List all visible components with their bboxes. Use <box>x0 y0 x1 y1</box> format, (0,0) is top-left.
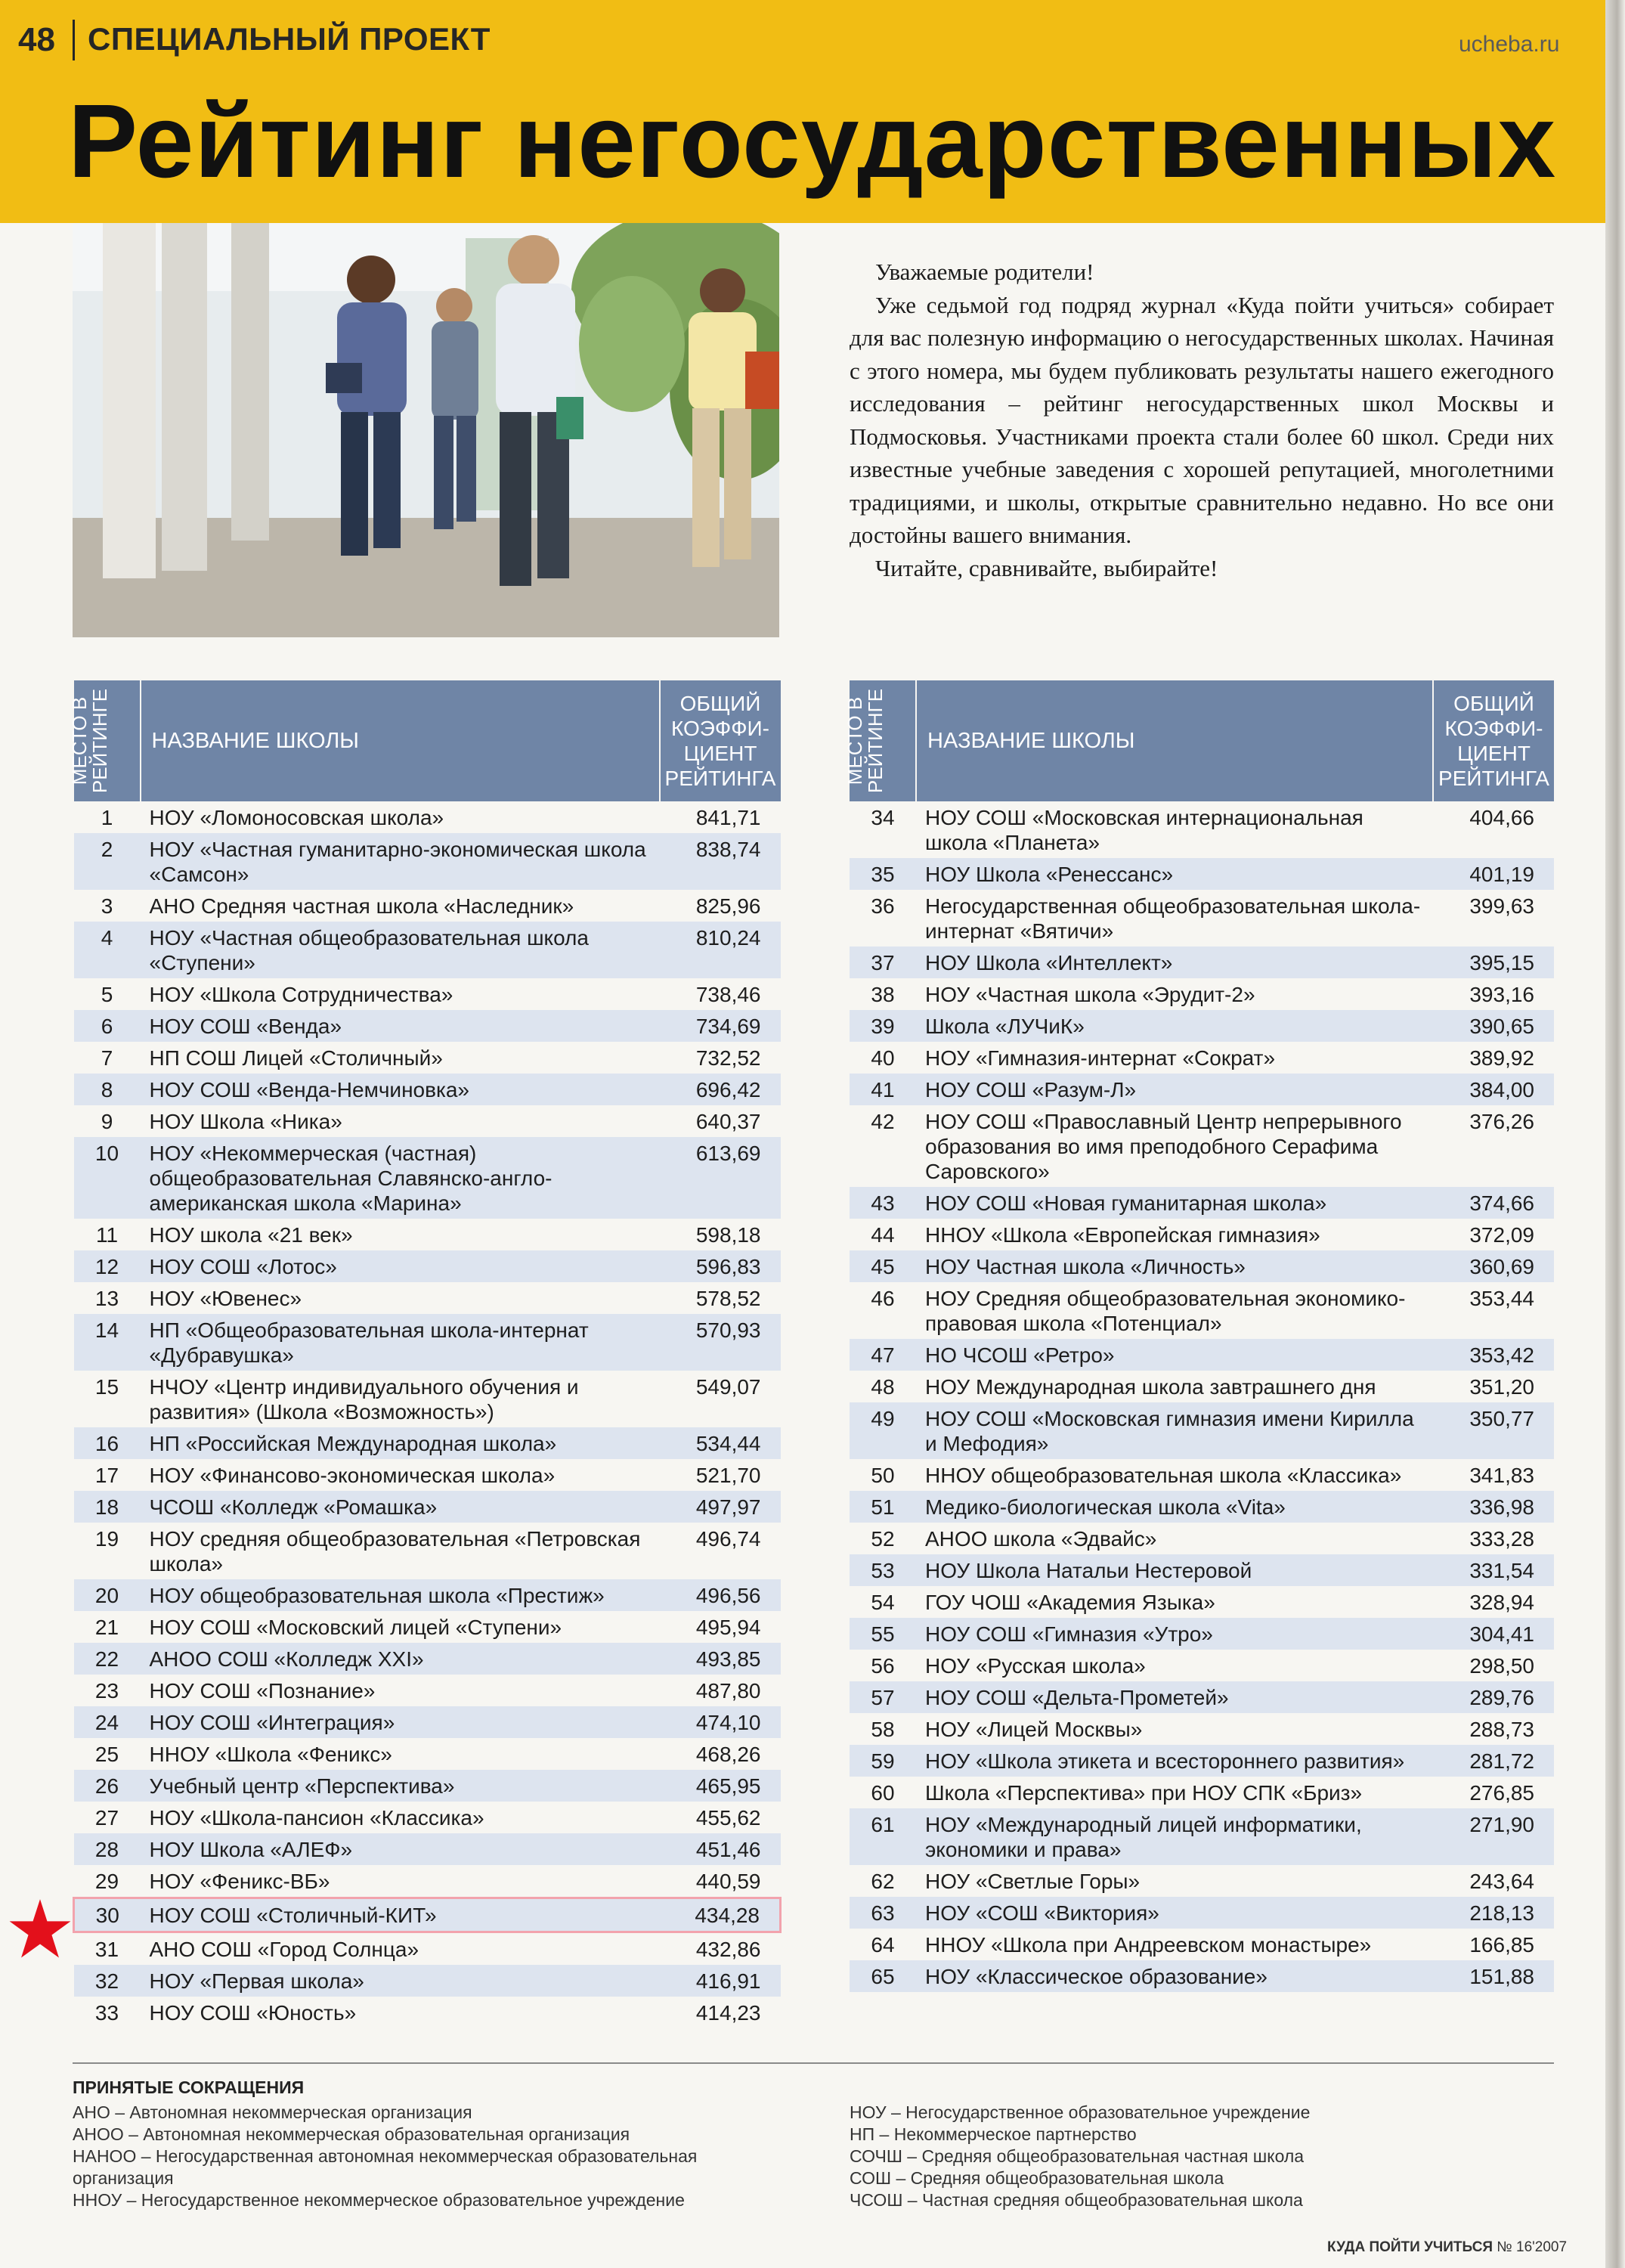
table-row <box>850 1523 1554 1554</box>
school-name-cell: НОУ Школа «Интеллект» <box>916 947 1433 978</box>
school-name-cell: НОУ «Школа этикета и всестороннего развития» <box>916 1745 1433 1777</box>
score-cell: 534,44 <box>660 1427 781 1459</box>
table-row <box>74 1523 781 1579</box>
score-cell: 328,94 <box>1469 1591 1534 1614</box>
table-row <box>74 1137 781 1219</box>
table-row <box>850 1650 1554 1681</box>
score-cell: 289,76 <box>1433 1681 1554 1713</box>
rank-cell: 37 <box>850 947 916 978</box>
table-row <box>850 1402 1554 1459</box>
rank-cell: 4 <box>74 922 141 978</box>
rank-cell: 5 <box>101 983 113 1006</box>
table-row <box>850 1105 1554 1187</box>
rank-cell: 8 <box>74 1074 141 1105</box>
school-name-cell: НОУ Средняя общеобразовательная экономико-правовая школа «Потенциал» <box>925 1287 1406 1335</box>
rank-cell: 61 <box>850 1808 916 1865</box>
table-row <box>850 947 1554 978</box>
site-label: ucheba.ru <box>1459 32 1560 57</box>
school-name-cell: НОУ СОШ «Православный Центр непрерывного образования во имя преподобного Серафима Саровского» <box>925 1110 1402 1183</box>
rank-cell: 42 <box>871 1110 895 1133</box>
score-cell: 389,92 <box>1469 1046 1534 1070</box>
red-star-icon <box>8 1899 73 1961</box>
score-cell: 613,69 <box>660 1137 781 1219</box>
school-name-cell: НОУ СОШ «Интеграция» <box>141 1706 660 1738</box>
abbreviations-left <box>73 2102 775 2211</box>
score-cell: 401,19 <box>1433 858 1554 890</box>
school-name-cell: НОУ школа «21 век» <box>149 1223 353 1247</box>
score-cell: 434,28 <box>660 1898 781 1932</box>
rank-cell: 9 <box>101 1110 113 1133</box>
score-cell: 372,09 <box>1469 1223 1534 1247</box>
rank-cell: 14 <box>74 1314 141 1371</box>
rank-cell: 25 <box>94 1743 119 1766</box>
score-cell: 376,26 <box>1469 1110 1534 1133</box>
score-cell: 281,72 <box>1433 1745 1554 1777</box>
rank-cell: 47 <box>850 1339 916 1371</box>
magazine-name: КУДА ПОЙТИ УЧИТЬСЯ <box>1327 2239 1493 2255</box>
table-row <box>74 1675 781 1706</box>
table-row <box>74 1965 781 1997</box>
table-row <box>850 1042 1554 1074</box>
table-row <box>74 1932 781 1966</box>
score-cell: 384,00 <box>1433 1074 1554 1105</box>
rank-cell: 23 <box>94 1679 119 1703</box>
intro-body: Уже седьмой год подряд журнал «Куда пойти учиться» собирает для вас полезную информацию о негосударственных школах. Начиная с этого номера, мы будем публиковать результаты нашего ежегодного исследования – рейтинг негосударственных школ Москвы и Подмосковья. Участниками проекта стали более 60 школ. Среди них известные учебные заведения с хорошей репутацией, многолетними традициями, и школы, открытые сравнительно недавно. Но все они достойны вашего внимания. <box>850 291 1554 548</box>
rank-cell: 49 <box>850 1402 916 1459</box>
abbreviations-right <box>850 2102 1552 2211</box>
rank-cell: 44 <box>871 1223 895 1247</box>
ranking-table-right <box>843 680 1554 1992</box>
score-cell: 496,56 <box>660 1579 781 1611</box>
score-cell: 276,85 <box>1469 1781 1534 1805</box>
students-photo-illustration <box>73 223 779 637</box>
school-name-cell: НОУ Школа «Ренессанс» <box>916 858 1433 890</box>
score-cell: 455,62 <box>695 1806 761 1830</box>
page-edge <box>1605 0 1625 2268</box>
school-name-cell: НОУ «Русская школа» <box>925 1654 1146 1678</box>
school-name-cell: АНО СОШ «Город Солнца» <box>149 1938 419 1961</box>
rank-cell: 56 <box>871 1654 895 1678</box>
school-name-cell: НОУ СОШ «Познание» <box>149 1679 376 1703</box>
rank-cell: 41 <box>850 1074 916 1105</box>
table-row <box>74 1074 781 1105</box>
rank-cell: 54 <box>871 1591 895 1614</box>
name-column-header: НАЗВАНИЕ ШКОЛЫ <box>916 680 1433 801</box>
rank-cell: 59 <box>850 1745 916 1777</box>
table-row <box>850 978 1554 1010</box>
table-row <box>74 1738 781 1770</box>
abbreviation-item: АНОО – Автономная некоммерческая образовательная организация <box>73 2124 630 2144</box>
score-cell: 596,83 <box>660 1250 781 1282</box>
abbreviation-item: СОШ – Средняя общеобразовательная школа <box>850 2168 1224 2188</box>
rank-cell: 1 <box>101 806 113 829</box>
table-row <box>74 1833 781 1865</box>
score-cell: 399,63 <box>1469 894 1534 918</box>
rank-cell: 6 <box>74 1010 141 1042</box>
score-cell: 288,73 <box>1469 1718 1534 1741</box>
school-name-cell: НОУ СОШ «Московская интернациональная школа «Планета» <box>925 806 1363 854</box>
score-cell: 432,86 <box>695 1938 761 1961</box>
rank-cell: 43 <box>850 1187 916 1219</box>
school-name-cell: НЧОУ «Центр индивидуального обучения и развития» (Школа «Возможность») <box>149 1375 579 1424</box>
score-cell: 696,42 <box>660 1074 781 1105</box>
rank-cell: 7 <box>101 1046 113 1070</box>
table-row <box>74 922 781 978</box>
table-row <box>850 1681 1554 1713</box>
rank-cell: 16 <box>74 1427 141 1459</box>
score-cell: 738,46 <box>695 983 761 1006</box>
rank-cell: 57 <box>850 1681 916 1713</box>
table-row <box>850 1554 1554 1586</box>
school-name-cell: НОУ «Светлые Горы» <box>925 1870 1141 1893</box>
school-name-cell: НОУ СОШ «Дельта-Прометей» <box>916 1681 1433 1713</box>
rank-cell: 62 <box>871 1870 895 1893</box>
rank-cell: 21 <box>94 1616 119 1639</box>
table-row <box>74 1427 781 1459</box>
score-cell: 304,41 <box>1433 1618 1554 1650</box>
table-row <box>850 1074 1554 1105</box>
rank-cell: 24 <box>74 1706 141 1738</box>
table-row <box>74 1865 781 1898</box>
table-row <box>74 1643 781 1675</box>
score-cell: 487,80 <box>695 1679 761 1703</box>
footer-rule <box>73 2062 1554 2064</box>
table-row <box>850 1250 1554 1282</box>
table-row <box>74 1250 781 1282</box>
rank-cell: 13 <box>94 1287 119 1310</box>
score-cell: 598,18 <box>695 1223 761 1247</box>
school-name-cell: НОУ «Частная общеобразовательная школа «Ступени» <box>141 922 660 978</box>
table-row <box>74 1898 781 1932</box>
score-cell: 734,69 <box>660 1010 781 1042</box>
students-photo <box>73 223 779 637</box>
rank-cell: 51 <box>850 1491 916 1523</box>
rank-cell: 46 <box>871 1287 895 1310</box>
school-name-cell: АНОО школа «Эдвайс» <box>925 1527 1157 1551</box>
school-name-cell: НОУ Школа Натальи Нестеровой <box>916 1554 1433 1586</box>
rank-cell: 65 <box>850 1960 916 1992</box>
school-name-cell: НО ЧСОШ «Ретро» <box>916 1339 1433 1371</box>
school-name-cell: НОУ СОШ «Юность» <box>149 2001 357 2025</box>
headline: Рейтинг негосударственных <box>68 83 1557 200</box>
rank-cell: 22 <box>74 1643 141 1675</box>
score-cell: 732,52 <box>695 1046 761 1070</box>
school-name-cell: НОУ общеобразовательная школа «Престиж» <box>141 1579 660 1611</box>
intro-call-to-action: Читайте, сравнивайте, выбирайте! <box>875 554 1218 581</box>
school-name-cell: Учебный центр «Перспектива» <box>141 1770 660 1802</box>
table-row <box>74 801 781 833</box>
rank-cell: 34 <box>871 806 895 829</box>
score-cell: 465,95 <box>660 1770 781 1802</box>
table-row <box>850 1618 1554 1650</box>
school-name-cell: АНОО СОШ «Колледж XXI» <box>141 1643 660 1675</box>
school-name-cell: НОУ СОШ «Московский лицей «Ступени» <box>149 1616 562 1639</box>
table-row <box>74 1459 781 1491</box>
school-name-cell: НОУ Школа «АЛЕФ» <box>141 1833 660 1865</box>
rank-cell: 10 <box>74 1137 141 1219</box>
table-row <box>74 1611 781 1643</box>
school-name-cell: АНО Средняя частная школа «Наследник» <box>149 894 574 918</box>
table-row <box>74 1997 781 2028</box>
school-name-cell: НОУ СОШ «Гимназия «Утро» <box>916 1618 1433 1650</box>
rank-cell: 39 <box>850 1010 916 1042</box>
school-name-cell: ННОУ общеобразовательная школа «Классика» <box>925 1464 1402 1487</box>
school-name-cell: НОУ «Лицей Москвы» <box>925 1718 1143 1741</box>
table-row <box>74 1706 781 1738</box>
school-name-cell: НОУ СОШ «Разум-Л» <box>916 1074 1433 1105</box>
table-row <box>850 1897 1554 1929</box>
school-name-cell: НОУ «Первая школа» <box>141 1965 660 1997</box>
rank-cell: 36 <box>871 894 895 918</box>
school-name-cell: ЧСОШ «Колледж «Ромашка» <box>141 1491 660 1523</box>
table-row <box>850 1371 1554 1402</box>
score-cell: 151,88 <box>1433 1960 1554 1992</box>
score-cell: 416,91 <box>660 1965 781 1997</box>
rank-cell: 32 <box>74 1965 141 1997</box>
rank-cell: 45 <box>850 1250 916 1282</box>
score-cell: 271,90 <box>1433 1808 1554 1865</box>
rank-cell: 11 <box>95 1223 119 1247</box>
score-cell: 331,54 <box>1433 1554 1554 1586</box>
rank-cell: 48 <box>871 1375 895 1399</box>
rank-cell: 27 <box>94 1806 119 1830</box>
school-name-cell: НП «Общеобразовательная школа-интернат «Дубравушка» <box>141 1314 660 1371</box>
table-row <box>850 1808 1554 1865</box>
score-cell: 414,23 <box>695 2001 761 2025</box>
school-name-cell: НОУ Школа «Ника» <box>149 1110 342 1133</box>
table-row <box>850 801 1554 858</box>
score-cell: 497,97 <box>660 1491 781 1523</box>
school-name-cell: НОУ «Школа-пансион «Классика» <box>149 1806 484 1830</box>
rank-cell: 15 <box>94 1375 119 1399</box>
rank-cell: 52 <box>871 1527 895 1551</box>
intro-greeting: Уважаемые родители! <box>875 259 1094 285</box>
table-row <box>850 1960 1554 1992</box>
score-cell: 570,93 <box>660 1314 781 1371</box>
rank-column-header: МЕСТО В РЕЙТИНГЕ <box>850 680 916 801</box>
rank-cell: 38 <box>871 983 895 1006</box>
table-row <box>74 1579 781 1611</box>
table-row <box>850 1929 1554 1960</box>
school-name-cell: НОУ «Частная гуманитарно-экономическая школа «Самсон» <box>141 833 660 890</box>
score-cell: 495,94 <box>695 1616 761 1639</box>
table-row <box>74 1314 781 1371</box>
table-row <box>850 890 1554 947</box>
score-cell: 166,85 <box>1469 1933 1534 1957</box>
rank-cell: 18 <box>74 1491 141 1523</box>
score-cell: 493,85 <box>660 1643 781 1675</box>
intro-text <box>850 256 1554 584</box>
table-row <box>74 1491 781 1523</box>
rank-cell: 3 <box>101 894 113 918</box>
school-name-cell: ННОУ «Школа «Феникс» <box>149 1743 392 1766</box>
school-name-cell: НОУ «Международный лицей информатики, экономики и права» <box>916 1808 1433 1865</box>
score-cell: 468,26 <box>695 1743 761 1766</box>
school-name-cell: НОУ СОШ «Венда-Немчиновка» <box>141 1074 660 1105</box>
school-name-cell: Негосударственная общеобразовательная школа-интернат «Вятичи» <box>925 894 1421 943</box>
score-cell: 841,71 <box>695 806 761 829</box>
abbreviations-title: ПРИНЯТЫЕ СОКРАЩЕНИЯ <box>73 2077 305 2097</box>
score-cell: 640,37 <box>695 1110 761 1133</box>
rank-cell: 40 <box>871 1046 895 1070</box>
table-row <box>850 1865 1554 1897</box>
score-cell: 353,44 <box>1469 1287 1534 1310</box>
table-row <box>850 1713 1554 1745</box>
rank-cell: 60 <box>871 1781 895 1805</box>
score-cell: 549,07 <box>695 1375 761 1399</box>
ranking-table-left <box>67 680 782 2028</box>
rank-cell: 20 <box>74 1579 141 1611</box>
school-name-cell: НОУ «Школа Сотрудничества» <box>149 983 453 1006</box>
page-number: 48 <box>18 21 55 58</box>
school-name-cell: Медико-биологическая школа «Vita» <box>916 1491 1433 1523</box>
table-row <box>850 1491 1554 1523</box>
school-name-cell: НОУ «Частная школа «Эрудит-2» <box>925 983 1255 1006</box>
score-cell: 360,69 <box>1433 1250 1554 1282</box>
table-row <box>850 1010 1554 1042</box>
score-cell: 336,98 <box>1433 1491 1554 1523</box>
rank-cell: 17 <box>94 1464 119 1487</box>
table-row <box>74 890 781 922</box>
school-name-cell: НОУ «Некоммерческая (частная) общеобразовательная Славянско-англо-американская школа «Марина» <box>141 1137 660 1219</box>
score-cell: 298,50 <box>1469 1654 1534 1678</box>
table-row <box>74 1802 781 1833</box>
rank-cell: 63 <box>850 1897 916 1929</box>
score-cell: 474,10 <box>660 1706 781 1738</box>
score-cell: 404,66 <box>1469 806 1534 829</box>
score-cell: 578,52 <box>695 1287 761 1310</box>
table-row <box>850 1339 1554 1371</box>
score-cell: 393,16 <box>1469 983 1534 1006</box>
rank-cell: 2 <box>74 833 141 890</box>
rank-cell: 64 <box>871 1933 895 1957</box>
rank-cell: 53 <box>850 1554 916 1586</box>
abbreviation-item: НП – Некоммерческое партнерство <box>850 2124 1137 2144</box>
rank-cell: 33 <box>94 2001 119 2025</box>
school-name-cell: НП СОШ Лицей «Столичный» <box>149 1046 443 1070</box>
table-row <box>74 1282 781 1314</box>
rank-cell: 35 <box>850 858 916 890</box>
table-row <box>850 1459 1554 1491</box>
table-row <box>74 978 781 1010</box>
abbreviation-item: НАНОО – Негосударственная автономная некоммерческая образовательная организация <box>73 2146 698 2188</box>
table-row <box>74 1371 781 1427</box>
score-cell: 825,96 <box>695 894 761 918</box>
school-name-cell: НОУ «Гимназия-интернат «Сократ» <box>925 1046 1276 1070</box>
rank-cell: 19 <box>94 1527 119 1551</box>
table-row <box>850 1586 1554 1618</box>
score-cell: 395,15 <box>1433 947 1554 978</box>
table-row <box>74 1105 781 1137</box>
abbreviation-item: ННОУ – Негосударственное некоммерческое образовательное учреждение <box>73 2190 685 2210</box>
table-row <box>74 833 781 890</box>
rank-cell: 26 <box>74 1770 141 1802</box>
table-header-row <box>850 680 1554 801</box>
rank-cell: 28 <box>74 1833 141 1865</box>
school-name-cell: НОУ СОШ «Лотос» <box>141 1250 660 1282</box>
school-name-cell: НОУ «Феникс-ВБ» <box>149 1870 330 1893</box>
score-column-header: ОБЩИЙ КОЭФФИ- ЦИЕНТ РЕЙТИНГА <box>660 680 781 801</box>
score-cell: 521,70 <box>695 1464 761 1487</box>
school-name-cell: Школа «ЛУЧиК» <box>916 1010 1433 1042</box>
rank-cell: 30 <box>74 1898 141 1932</box>
rank-cell: 31 <box>94 1938 119 1961</box>
score-cell: 350,77 <box>1433 1402 1554 1459</box>
school-name-cell: НОУ СОШ «Новая гуманитарная школа» <box>916 1187 1433 1219</box>
school-name-cell: НОУ «СОШ «Виктория» <box>916 1897 1433 1929</box>
school-name-cell: НОУ СОШ «Венда» <box>141 1010 660 1042</box>
score-cell: 351,20 <box>1469 1375 1534 1399</box>
table-row <box>850 1745 1554 1777</box>
magazine-footer <box>1327 2239 1567 2256</box>
school-name-cell: НОУ средняя общеобразовательная «Петровская школа» <box>149 1527 641 1576</box>
school-name-cell: НОУ «Финансово-экономическая школа» <box>149 1464 556 1487</box>
section-label: СПЕЦИАЛЬНЫЙ ПРОЕКТ <box>88 21 491 57</box>
score-cell: 838,74 <box>660 833 781 890</box>
rank-cell: 50 <box>871 1464 895 1487</box>
header-divider <box>73 20 75 60</box>
rank-cell: 12 <box>74 1250 141 1282</box>
table-row <box>850 1777 1554 1808</box>
table-row <box>850 858 1554 890</box>
score-cell: 243,64 <box>1469 1870 1534 1893</box>
table-row <box>74 1042 781 1074</box>
school-name-cell: НОУ Частная школа «Личность» <box>916 1250 1433 1282</box>
score-cell: 341,83 <box>1469 1464 1534 1487</box>
abbreviation-item: ЧСОШ – Частная средняя общеобразовательная школа <box>850 2190 1303 2210</box>
school-name-cell: ГОУ ЧОШ «Академия Языка» <box>925 1591 1215 1614</box>
score-cell: 390,65 <box>1433 1010 1554 1042</box>
score-cell: 374,66 <box>1433 1187 1554 1219</box>
table-row <box>74 1770 781 1802</box>
score-cell: 810,24 <box>660 922 781 978</box>
score-cell: 440,59 <box>695 1870 761 1893</box>
table-row <box>850 1219 1554 1250</box>
school-name-cell: НОУ СОШ «Московская гимназия имени Кирилла и Мефодия» <box>916 1402 1433 1459</box>
score-cell: 496,74 <box>695 1527 761 1551</box>
school-name-cell: НОУ «Ломоносовская школа» <box>149 806 444 829</box>
school-name-cell: НП «Российская Международная школа» <box>141 1427 660 1459</box>
school-name-cell: НОУ «Классическое образование» <box>916 1960 1433 1992</box>
table-header-row <box>74 680 781 801</box>
abbreviation-item: АНО – Автономная некоммерческая организация <box>73 2102 472 2122</box>
score-cell: 218,13 <box>1433 1897 1554 1929</box>
school-name-cell: НОУ «Ювенес» <box>149 1287 302 1310</box>
table-row <box>74 1010 781 1042</box>
score-cell: 333,28 <box>1469 1527 1534 1551</box>
rank-column-header: МЕСТО В РЕЙТИНГЕ <box>74 680 141 801</box>
score-column-header: ОБЩИЙ КОЭФФИ- ЦИЕНТ РЕЙТИНГА <box>1433 680 1554 801</box>
rank-cell: 29 <box>94 1870 119 1893</box>
magazine-issue: № 16'2007 <box>1497 2239 1568 2255</box>
name-column-header: НАЗВАНИЕ ШКОЛЫ <box>141 680 660 801</box>
school-name-cell: Школа «Перспектива» при НОУ СПК «Бриз» <box>925 1781 1363 1805</box>
school-name-cell: ННОУ «Школа при Андреевском монастыре» <box>925 1933 1372 1957</box>
table-row <box>850 1187 1554 1219</box>
table-row <box>850 1282 1554 1339</box>
school-name-cell: ННОУ «Школа «Европейская гимназия» <box>925 1223 1320 1247</box>
table-row <box>74 1219 781 1250</box>
abbreviation-item: НОУ – Негосударственное образовательное учреждение <box>850 2102 1311 2122</box>
school-name-cell: НОУ Международная школа завтрашнего дня <box>925 1375 1376 1399</box>
rank-cell: 55 <box>850 1618 916 1650</box>
school-name-cell: НОУ СОШ «Столичный-КИТ» <box>141 1898 660 1932</box>
abbreviation-item: СОЧШ – Средняя общеобразовательная частная школа <box>850 2146 1305 2166</box>
score-cell: 451,46 <box>660 1833 781 1865</box>
score-cell: 353,42 <box>1433 1339 1554 1371</box>
rank-cell: 58 <box>871 1718 895 1741</box>
